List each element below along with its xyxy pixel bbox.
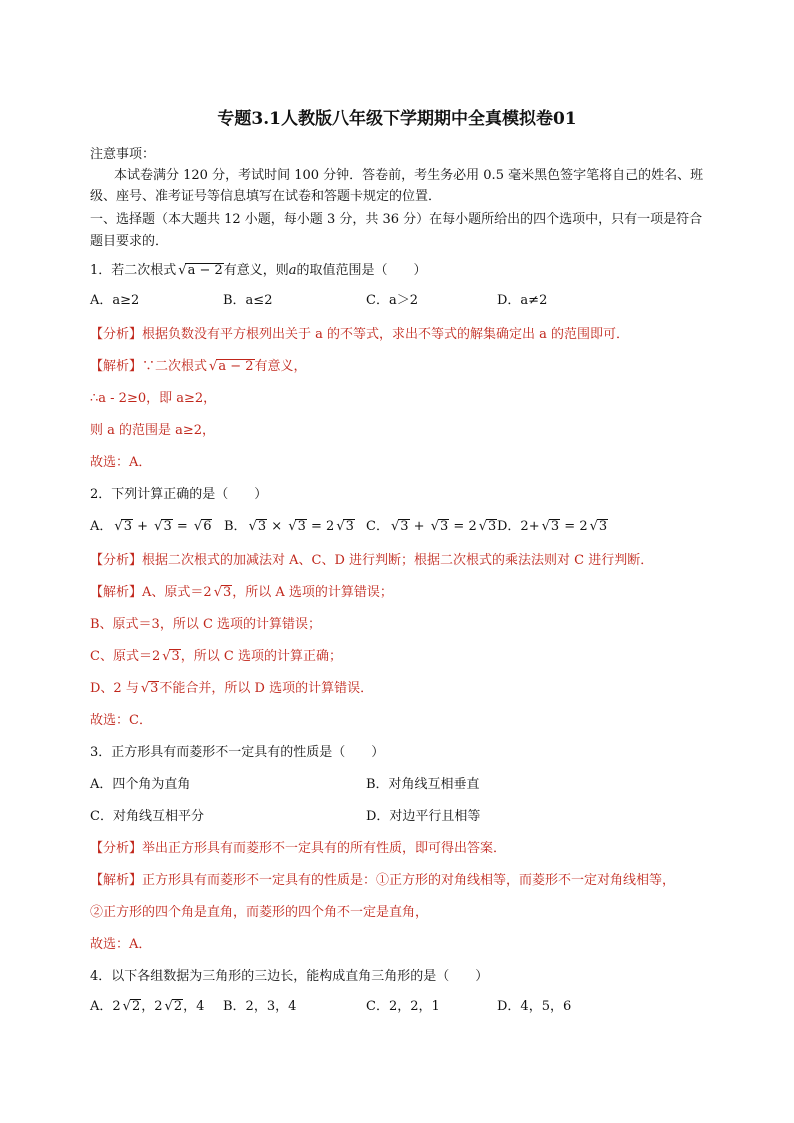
- notice-line-2: 级、座号、准考证号等信息填写在试卷和答题卡规定的位置．: [90, 189, 442, 204]
- q1-stem-pre: 1．若二次根式: [90, 263, 177, 278]
- q2-c-mid: +: [409, 519, 429, 534]
- q2-solc-pre: C、原式＝2: [90, 649, 161, 664]
- sqrt3: √ 3: [221, 585, 233, 600]
- sqrt3: √ 3: [398, 519, 410, 534]
- q1-var: a: [288, 263, 297, 278]
- sqrt3: √ 3: [169, 649, 181, 664]
- q2-sola-post: ，所以 A 选项的计算错误；: [232, 585, 393, 600]
- q3-analysis: [90, 840, 506, 858]
- q2-b-eq: = 2: [306, 519, 335, 534]
- q3-solution-line-1: [90, 872, 675, 890]
- q2-option-b: [224, 518, 355, 536]
- q1-sol1-pre: ∵二次根式: [142, 359, 208, 374]
- q2-sold-post: 不能合并，所以 D 选项的计算错误．: [159, 681, 374, 696]
- q1-analysis: [90, 326, 629, 344]
- q1-choice: 故选：A．: [90, 455, 152, 470]
- q2-analysis: [90, 552, 653, 570]
- analysis-tag: 【分析】: [90, 841, 143, 856]
- q2-c-pre: C．: [366, 519, 389, 534]
- q4-a-post: ，4: [183, 999, 205, 1014]
- question-2-stem: 2．下列计算正确的是（ ）: [90, 487, 268, 502]
- section-heading-line-1: 一、选择题（本大题共 12 小题，每小题 3 分，共 36 分）在每小题所给出的四个选项中，只有一项是符合: [90, 212, 703, 227]
- q3-option-d: D．对边平行且相等: [366, 809, 481, 824]
- q2-solution-b: B、原式＝3，所以 C 选项的计算错误；: [90, 617, 322, 632]
- q3-option-a: A．四个角为直角: [90, 777, 191, 792]
- q2-sola-pre: A、原式＝2: [142, 585, 212, 600]
- q2-a-eq: =: [172, 519, 192, 534]
- q2-option-a: [90, 518, 212, 536]
- q1-option-a: A．a≥2: [90, 293, 140, 308]
- q3-option-b: B．对角线互相垂直: [366, 777, 480, 792]
- sqrt3: √ 3: [161, 519, 173, 534]
- question-3-stem: 3．正方形具有而菱形不一定具有的性质是（ ）: [90, 745, 385, 760]
- solution-tag: 【解析】: [90, 585, 143, 600]
- sqrt3: √ 3: [256, 519, 268, 534]
- sqrt3: √ 3: [486, 519, 498, 534]
- sqrt6: √ 6: [201, 519, 213, 534]
- analysis-tag: 【分析】: [90, 553, 143, 568]
- sqrt3: √ 3: [295, 519, 307, 534]
- q2-option-c: [366, 518, 497, 536]
- q1-sol1-radical: √ a − 2: [216, 359, 254, 374]
- sqrt3: √ 3: [549, 519, 561, 534]
- question-4-stem: 4．以下各组数据为三角形的三边长，能构成直角三角形的是（ ）: [90, 969, 489, 984]
- q1-stem-end: 的取值范围是（ ）: [296, 263, 427, 278]
- q2-sold-pre: D、2 与: [90, 681, 139, 696]
- q1-solution-line-3: 则 a 的范围是 a≥2，: [90, 423, 216, 438]
- q2-d-pre: D．2+: [497, 519, 540, 534]
- q4-option-c: C．2，2，1: [366, 999, 440, 1014]
- q1-sol1-post: 有意义，: [254, 359, 307, 374]
- q1-radical: √ a − 2: [185, 263, 223, 278]
- section-heading-line-2: 题目要求的．: [90, 234, 169, 249]
- q2-solution-d: [90, 680, 373, 698]
- q2-analysis-text: 根据二次根式的加减法对 A、C、D 进行判断；根据二次根式的乘法法则对 C 进行判断．: [142, 553, 654, 568]
- notice-heading: 注意事项：: [90, 147, 156, 162]
- question-1-stem: [90, 262, 427, 280]
- sqrt3: √ 3: [597, 519, 609, 534]
- page-title: 专题3.1人教版八年级下学期期中全真模拟卷01: [217, 109, 577, 129]
- sqrt3: √ 3: [343, 519, 355, 534]
- sqrt2: √ 2: [130, 999, 142, 1014]
- analysis-tag: 【分析】: [90, 327, 143, 342]
- q2-b-mid: ×: [267, 519, 287, 534]
- q4-option-a: [90, 998, 204, 1016]
- q1-option-d: D．a≠2: [497, 293, 548, 308]
- q2-solc-post: ，所以 C 选项的计算正确；: [180, 649, 343, 664]
- q1-option-b: B．a≤2: [223, 293, 273, 308]
- sqrt3: √ 3: [121, 519, 133, 534]
- sqrt3: √ 3: [438, 519, 450, 534]
- solution-tag: 【解析】: [90, 359, 143, 374]
- q2-solution-a: [90, 584, 393, 602]
- q4-a-mid: ，2: [141, 999, 163, 1014]
- q2-b-pre: B．: [224, 519, 247, 534]
- q2-option-d: [497, 518, 608, 536]
- q4-a-pre: A．2: [90, 999, 121, 1014]
- q1-option-c: C．a＞2: [366, 293, 418, 308]
- q3-analysis-text: 举出正方形具有而菱形不一定具有的所有性质，即可得出答案．: [142, 841, 507, 856]
- q3-choice: 故选：A．: [90, 937, 152, 952]
- q2-d-eq: = 2: [560, 519, 588, 534]
- sqrt3: √ 3: [148, 681, 160, 696]
- q2-c-eq: = 2: [449, 519, 477, 534]
- solution-tag: 【解析】: [90, 873, 143, 888]
- q1-solution-line-1: [90, 358, 307, 376]
- q2-a-pre: A．: [90, 519, 113, 534]
- q2-solution-c: [90, 648, 342, 666]
- q2-a-mid: +: [132, 519, 153, 534]
- q3-option-c: C．对角线互相平分: [90, 809, 204, 824]
- q4-option-d: D．4，5，6: [497, 999, 572, 1014]
- q3-sol1-text: 正方形具有而菱形不一定具有的性质是：①正方形的对角线相等，而菱形不一定对角线相等，: [142, 873, 676, 888]
- sqrt2: √ 2: [172, 999, 184, 1014]
- q1-analysis-text: 根据负数没有平方根列出关于 a 的不等式，求出不等式的解集确定出 a 的范围即可．: [142, 327, 630, 342]
- q2-choice: 故选：C．: [90, 713, 152, 728]
- q4-option-b: B．2，3，4: [223, 999, 297, 1014]
- q3-solution-line-2: ②正方形的四个角是直角，而菱形的四个角不一定是直角，: [90, 905, 429, 920]
- q1-solution-line-2: ∴a - 2≥0，即 a≥2，: [90, 391, 217, 406]
- notice-line-1: 本试卷满分 120 分，考试时间 100 分钟．答卷前，考生务必用 0.5 毫米黑色签字笔将自己的姓名、班: [114, 168, 704, 183]
- q1-stem-post: 有意义，则: [223, 263, 289, 278]
